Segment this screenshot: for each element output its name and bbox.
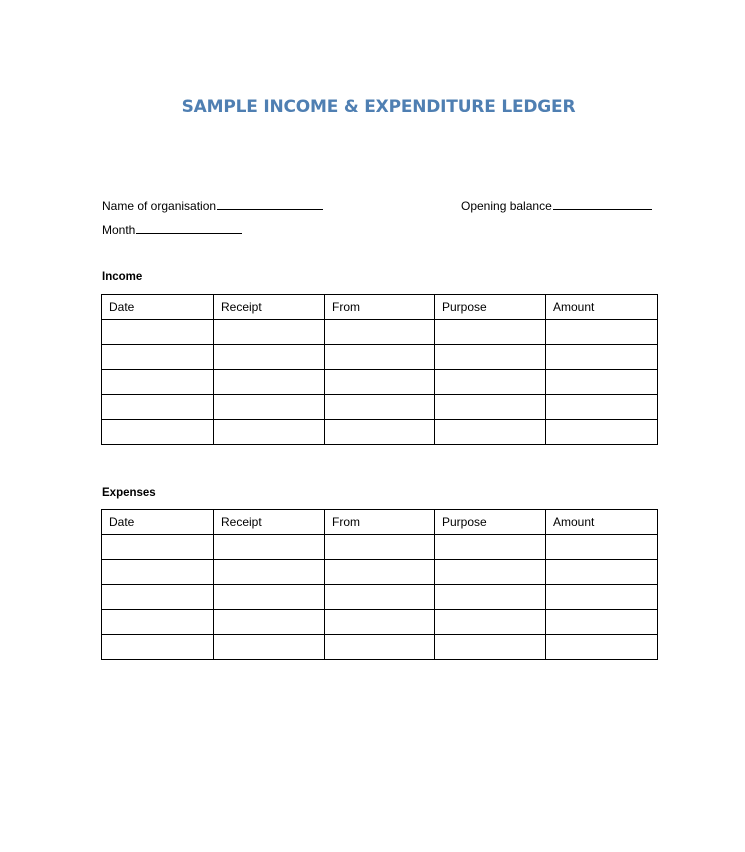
expenses-section-label: Expenses [102, 487, 156, 499]
table-cell[interactable] [102, 345, 214, 370]
table-cell[interactable] [546, 395, 658, 420]
table-cell[interactable] [546, 345, 658, 370]
expenses-col-amount: Amount [546, 510, 658, 535]
table-cell[interactable] [546, 560, 658, 585]
table-row [102, 370, 658, 395]
organisation-label: Name of organisation [102, 199, 217, 213]
organisation-blank-line[interactable] [217, 199, 323, 210]
table-cell[interactable] [546, 370, 658, 395]
table-cell[interactable] [435, 420, 546, 445]
table-cell[interactable] [102, 420, 214, 445]
table-row [102, 420, 658, 445]
expenses-col-receipt: Receipt [214, 510, 325, 535]
table-row [102, 585, 658, 610]
table-cell[interactable] [546, 585, 658, 610]
table-cell[interactable] [546, 635, 658, 660]
table-cell[interactable] [435, 535, 546, 560]
expenses-header-row [102, 510, 658, 535]
table-cell[interactable] [214, 635, 325, 660]
table-cell[interactable] [325, 420, 435, 445]
income-col-from: From [325, 295, 435, 320]
table-cell[interactable] [546, 610, 658, 635]
table-cell[interactable] [102, 320, 214, 345]
table-cell[interactable] [214, 370, 325, 395]
table-cell[interactable] [325, 610, 435, 635]
table-cell[interactable] [102, 395, 214, 420]
income-col-date: Date [102, 295, 214, 320]
table-cell[interactable] [435, 345, 546, 370]
table-row [102, 635, 658, 660]
table-cell[interactable] [325, 345, 435, 370]
month-field[interactable] [102, 223, 242, 237]
table-row [102, 320, 658, 345]
income-col-purpose: Purpose [435, 295, 546, 320]
table-cell[interactable] [325, 395, 435, 420]
table-cell[interactable] [435, 635, 546, 660]
page-title: SAMPLE INCOME & EXPENDITURE LEDGER [181, 97, 576, 117]
opening-balance-label: Opening balance [461, 199, 552, 213]
income-header-row [102, 295, 658, 320]
table-cell[interactable] [102, 560, 214, 585]
table-row [102, 560, 658, 585]
table-cell[interactable] [102, 535, 214, 560]
income-col-receipt: Receipt [214, 295, 325, 320]
table-cell[interactable] [546, 320, 658, 345]
table-cell[interactable] [214, 610, 325, 635]
table-cell[interactable] [102, 370, 214, 395]
table-cell[interactable] [102, 635, 214, 660]
table-cell[interactable] [214, 560, 325, 585]
organisation-field[interactable] [102, 199, 323, 213]
table-row [102, 535, 658, 560]
table-cell[interactable] [546, 420, 658, 445]
table-cell[interactable] [214, 585, 325, 610]
table-cell[interactable] [435, 395, 546, 420]
table-cell[interactable] [325, 535, 435, 560]
opening-balance-blank-line[interactable] [553, 199, 652, 210]
table-cell[interactable] [546, 535, 658, 560]
table-cell[interactable] [214, 345, 325, 370]
table-cell[interactable] [325, 560, 435, 585]
table-row [102, 345, 658, 370]
table-cell[interactable] [435, 610, 546, 635]
table-cell[interactable] [214, 320, 325, 345]
table-cell[interactable] [325, 585, 435, 610]
table-cell[interactable] [214, 535, 325, 560]
opening-balance-field[interactable] [461, 199, 652, 213]
table-cell[interactable] [435, 370, 546, 395]
table-cell[interactable] [435, 320, 546, 345]
income-section-label: Income [102, 271, 143, 283]
month-blank-line[interactable] [136, 223, 242, 234]
income-col-amount: Amount [546, 295, 658, 320]
expenses-col-from: From [325, 510, 435, 535]
expenses-table [101, 509, 658, 660]
table-cell[interactable] [435, 560, 546, 585]
table-cell[interactable] [214, 420, 325, 445]
table-row [102, 395, 658, 420]
table-cell[interactable] [102, 585, 214, 610]
table-row [102, 610, 658, 635]
expenses-col-purpose: Purpose [435, 510, 546, 535]
month-label: Month [102, 223, 136, 237]
table-cell[interactable] [102, 610, 214, 635]
expenses-col-date: Date [102, 510, 214, 535]
income-table [101, 294, 658, 445]
table-cell[interactable] [325, 370, 435, 395]
table-cell[interactable] [214, 395, 325, 420]
table-cell[interactable] [325, 635, 435, 660]
table-cell[interactable] [325, 320, 435, 345]
table-cell[interactable] [435, 585, 546, 610]
